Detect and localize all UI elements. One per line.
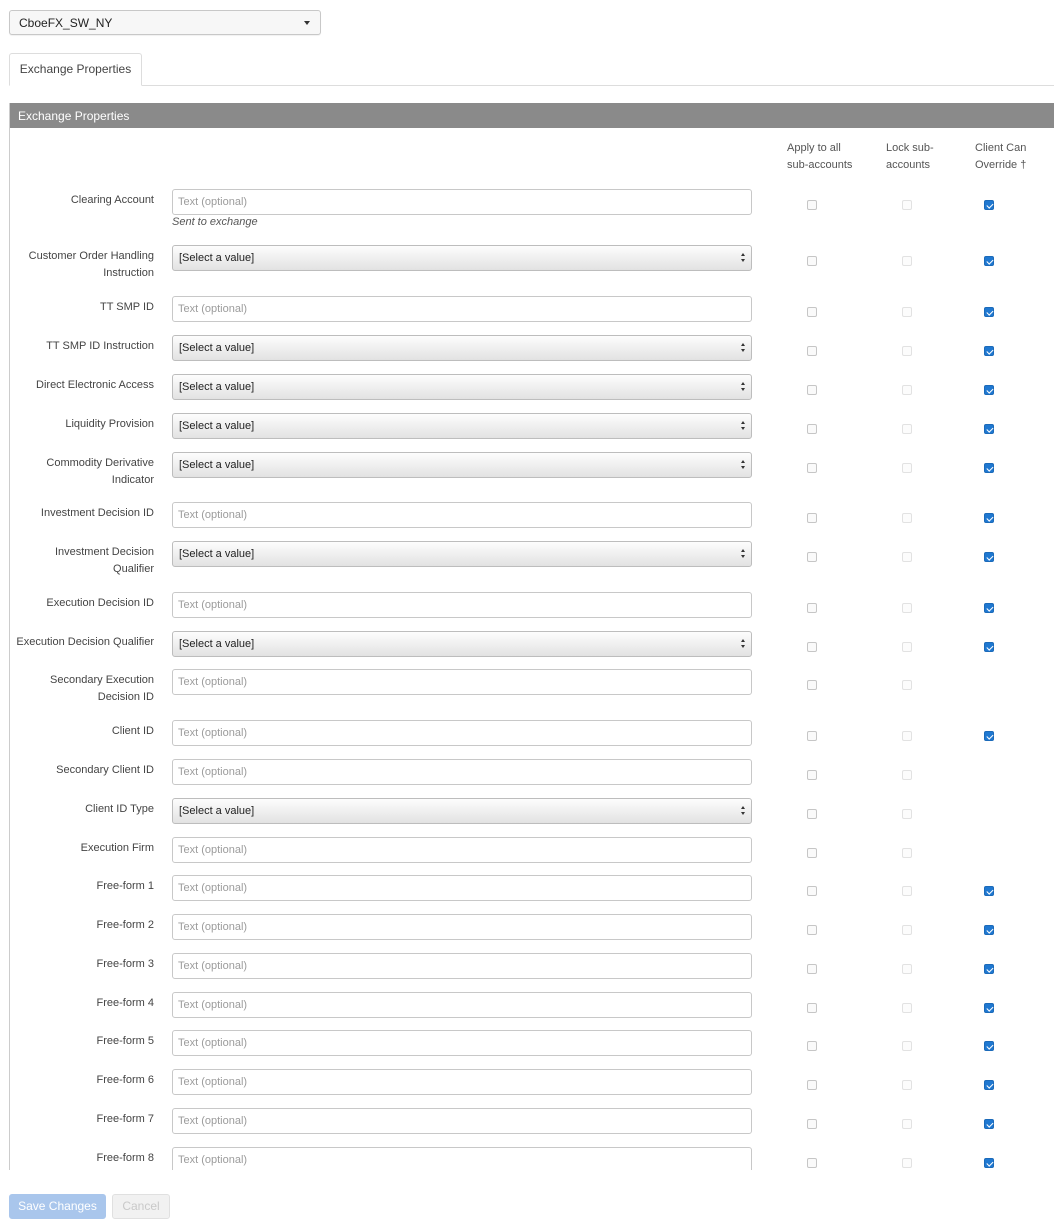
field-label-line: Free-form 5 bbox=[96, 1035, 154, 1047]
lock-sub-checkbox[interactable] bbox=[902, 809, 912, 819]
chevron-up-icon bbox=[741, 639, 745, 642]
field-label-line: Liquidity Provision bbox=[65, 418, 154, 430]
column-header-line: Lock sub- bbox=[886, 142, 934, 154]
lock-sub-checkbox[interactable] bbox=[902, 424, 912, 434]
exchange-selector-value: CboeFX_SW_NY bbox=[19, 16, 113, 30]
lock-sub-checkbox[interactable] bbox=[902, 603, 912, 613]
lock-sub-checkbox[interactable] bbox=[902, 964, 912, 974]
apply-all-checkbox[interactable] bbox=[807, 886, 817, 896]
field-label-line: Free-form 6 bbox=[96, 1074, 154, 1086]
select-arrows-icon bbox=[741, 805, 746, 817]
select-client-id-type[interactable] bbox=[172, 798, 752, 824]
select-arrows-icon bbox=[741, 638, 746, 650]
field-label-line: Secondary Execution bbox=[50, 674, 154, 686]
field-label-free-form-8 bbox=[9, 1150, 154, 1167]
client-override-checkbox[interactable] bbox=[984, 886, 994, 896]
column-header-line: Apply to all bbox=[787, 142, 841, 154]
chevron-down-icon bbox=[741, 555, 745, 558]
lock-sub-checkbox[interactable] bbox=[902, 513, 912, 523]
chevron-up-icon bbox=[741, 549, 745, 552]
field-label-free-form-4 bbox=[9, 995, 154, 1012]
field-label-line: Free-form 3 bbox=[96, 958, 154, 970]
field-label-line: Customer Order Handling bbox=[28, 250, 154, 262]
field-label-line: Instruction bbox=[103, 267, 154, 279]
input-free-form-5[interactable] bbox=[172, 1030, 752, 1056]
chevron-up-icon bbox=[741, 460, 745, 463]
column-header-line: accounts bbox=[886, 159, 931, 171]
field-label-line: Free-form 4 bbox=[96, 997, 154, 1009]
field-label-line: Client ID Type bbox=[85, 803, 154, 815]
field-label-line: Indicator bbox=[111, 474, 154, 486]
apply-all-checkbox[interactable] bbox=[807, 731, 817, 741]
exchange-properties-panel bbox=[9, 103, 1054, 1170]
field-label-liquidity-provision bbox=[9, 416, 154, 433]
panel-header: Exchange Properties bbox=[10, 103, 1054, 128]
caret-down-icon bbox=[304, 21, 310, 25]
apply-all-checkbox[interactable] bbox=[807, 770, 817, 780]
lock-sub-checkbox[interactable] bbox=[902, 680, 912, 690]
lock-sub-checkbox[interactable] bbox=[902, 731, 912, 741]
select-value: [Select a value] bbox=[179, 342, 255, 354]
field-label-line: Commodity Derivative bbox=[46, 457, 154, 469]
cancel-button[interactable]: Cancel bbox=[112, 1194, 170, 1219]
input-free-form-6[interactable] bbox=[172, 1069, 752, 1095]
field-label-tt-smp-id bbox=[9, 299, 154, 316]
client-override-checkbox[interactable] bbox=[984, 552, 994, 562]
field-label-execution-decision-qualifier bbox=[9, 634, 154, 651]
field-label-line: Clearing Account bbox=[70, 194, 154, 206]
apply-all-checkbox[interactable] bbox=[807, 680, 817, 690]
lock-sub-checkbox[interactable] bbox=[902, 256, 912, 266]
field-label-secondary-execution-decision-id bbox=[9, 672, 154, 706]
field-label-line: Qualifier bbox=[113, 563, 154, 575]
field-label-line: Execution Decision Qualifier bbox=[16, 636, 154, 648]
lock-sub-checkbox[interactable] bbox=[902, 552, 912, 562]
client-override-checkbox[interactable] bbox=[984, 385, 994, 395]
chevron-down-icon bbox=[741, 259, 745, 262]
field-label-execution-firm bbox=[9, 840, 154, 857]
field-label-line: TT SMP ID bbox=[100, 301, 154, 313]
client-override-checkbox[interactable] bbox=[984, 964, 994, 974]
select-value: [Select a value] bbox=[179, 420, 255, 432]
client-override-checkbox[interactable] bbox=[984, 346, 994, 356]
apply-all-checkbox[interactable] bbox=[807, 1003, 817, 1013]
field-label-line: Free-form 7 bbox=[96, 1113, 154, 1125]
lock-sub-checkbox[interactable] bbox=[902, 1080, 912, 1090]
field-label-line: Free-form 8 bbox=[96, 1152, 154, 1164]
select-value: [Select a value] bbox=[179, 381, 255, 393]
apply-all-checkbox[interactable] bbox=[807, 1158, 817, 1168]
chevron-up-icon bbox=[741, 806, 745, 809]
field-label-line: Secondary Client ID bbox=[56, 764, 154, 776]
select-value: [Select a value] bbox=[179, 548, 255, 560]
field-label-line: Free-form 1 bbox=[96, 880, 154, 892]
client-override-checkbox[interactable] bbox=[984, 642, 994, 652]
client-override-checkbox[interactable] bbox=[984, 925, 994, 935]
lock-sub-checkbox[interactable] bbox=[902, 925, 912, 935]
chevron-down-icon bbox=[741, 349, 745, 352]
lock-sub-checkbox[interactable] bbox=[902, 770, 912, 780]
field-label-direct-electronic-access bbox=[9, 377, 154, 394]
client-override-checkbox[interactable] bbox=[984, 1003, 994, 1013]
column-header-lock-sub bbox=[886, 140, 934, 174]
lock-sub-checkbox[interactable] bbox=[902, 200, 912, 210]
apply-all-checkbox[interactable] bbox=[807, 964, 817, 974]
input-tt-smp-id[interactable] bbox=[172, 296, 752, 322]
field-label-line: Execution Firm bbox=[80, 842, 154, 854]
field-label-line: Direct Electronic Access bbox=[36, 379, 154, 391]
field-label-line: Execution Decision ID bbox=[46, 597, 154, 609]
client-override-checkbox[interactable] bbox=[984, 1158, 994, 1168]
lock-sub-checkbox[interactable] bbox=[902, 1119, 912, 1129]
client-override-checkbox[interactable] bbox=[984, 463, 994, 473]
apply-all-checkbox[interactable] bbox=[807, 346, 817, 356]
chevron-down-icon bbox=[741, 427, 745, 430]
select-arrows-icon bbox=[741, 252, 746, 264]
column-header-line: sub-accounts bbox=[787, 159, 853, 171]
input-secondary-execution-decision-id[interactable] bbox=[172, 669, 752, 695]
lock-sub-checkbox[interactable] bbox=[902, 463, 912, 473]
field-label-free-form-1 bbox=[9, 878, 154, 895]
client-override-checkbox[interactable] bbox=[984, 424, 994, 434]
input-client-id[interactable] bbox=[172, 720, 752, 746]
field-label-tt-smp-id-instruction bbox=[9, 338, 154, 355]
input-free-form-2[interactable] bbox=[172, 914, 752, 940]
field-label-customer-order-handling-instruction bbox=[9, 248, 154, 282]
field-label-line: Decision ID bbox=[97, 691, 154, 703]
field-label-free-form-3 bbox=[9, 956, 154, 973]
column-header-line: Override † bbox=[975, 159, 1027, 171]
input-free-form-3[interactable] bbox=[172, 953, 752, 979]
lock-sub-checkbox[interactable] bbox=[902, 886, 912, 896]
field-label-execution-decision-id bbox=[9, 595, 154, 612]
select-arrows-icon bbox=[741, 548, 746, 560]
apply-all-checkbox[interactable] bbox=[807, 463, 817, 473]
lock-sub-checkbox[interactable] bbox=[902, 848, 912, 858]
field-label-clearing-account bbox=[9, 192, 154, 209]
chevron-up-icon bbox=[741, 253, 745, 256]
client-override-checkbox[interactable] bbox=[984, 603, 994, 613]
select-value: [Select a value] bbox=[179, 459, 255, 471]
client-override-checkbox[interactable] bbox=[984, 307, 994, 317]
apply-all-checkbox[interactable] bbox=[807, 552, 817, 562]
apply-all-checkbox[interactable] bbox=[807, 809, 817, 819]
field-label-free-form-5 bbox=[9, 1033, 154, 1050]
input-free-form-1[interactable] bbox=[172, 875, 752, 901]
apply-all-checkbox[interactable] bbox=[807, 1041, 817, 1051]
chevron-up-icon bbox=[741, 421, 745, 424]
column-header-line: Client Can bbox=[975, 142, 1027, 154]
save-changes-button[interactable]: Save Changes bbox=[9, 1194, 106, 1219]
input-free-form-8[interactable] bbox=[172, 1147, 752, 1170]
field-label-line: Investment Decision ID bbox=[40, 507, 154, 519]
apply-all-checkbox[interactable] bbox=[807, 385, 817, 395]
lock-sub-checkbox[interactable] bbox=[902, 307, 912, 317]
field-label-investment-decision-id bbox=[9, 505, 154, 522]
column-header-client-override bbox=[975, 140, 1026, 174]
lock-sub-checkbox[interactable] bbox=[902, 1041, 912, 1051]
input-free-form-7[interactable] bbox=[172, 1108, 752, 1134]
field-label-free-form-7 bbox=[9, 1111, 154, 1128]
apply-all-checkbox[interactable] bbox=[807, 848, 817, 858]
input-free-form-4[interactable] bbox=[172, 992, 752, 1018]
select-value: [Select a value] bbox=[179, 805, 255, 817]
client-override-checkbox[interactable] bbox=[984, 513, 994, 523]
select-customer-order-handling-instruction[interactable] bbox=[172, 245, 752, 271]
chevron-up-icon bbox=[741, 382, 745, 385]
field-label-free-form-2 bbox=[9, 917, 154, 934]
lock-sub-checkbox[interactable] bbox=[902, 346, 912, 356]
client-override-checkbox[interactable] bbox=[984, 731, 994, 741]
select-value: [Select a value] bbox=[179, 252, 255, 264]
client-override-checkbox[interactable] bbox=[984, 200, 994, 210]
chevron-down-icon bbox=[741, 812, 745, 815]
lock-sub-checkbox[interactable] bbox=[902, 642, 912, 652]
field-label-secondary-client-id bbox=[9, 762, 154, 779]
apply-all-checkbox[interactable] bbox=[807, 642, 817, 652]
apply-all-checkbox[interactable] bbox=[807, 200, 817, 210]
apply-all-checkbox[interactable] bbox=[807, 1119, 817, 1129]
apply-all-checkbox[interactable] bbox=[807, 1080, 817, 1090]
apply-all-checkbox[interactable] bbox=[807, 513, 817, 523]
client-override-checkbox[interactable] bbox=[984, 1080, 994, 1090]
tab-divider bbox=[9, 85, 1054, 86]
apply-all-checkbox[interactable] bbox=[807, 256, 817, 266]
exchange-selector[interactable] bbox=[9, 10, 321, 35]
column-header-apply-all bbox=[787, 140, 852, 174]
select-liquidity-provision[interactable] bbox=[172, 413, 752, 439]
select-tt-smp-id-instruction[interactable] bbox=[172, 335, 752, 361]
input-clearing-account[interactable] bbox=[172, 189, 752, 215]
field-label-client-id-type bbox=[9, 801, 154, 818]
select-arrows-icon bbox=[741, 342, 746, 354]
input-execution-firm[interactable] bbox=[172, 837, 752, 863]
select-commodity-derivative-indicator[interactable] bbox=[172, 452, 752, 478]
apply-all-checkbox[interactable] bbox=[807, 307, 817, 317]
apply-all-checkbox[interactable] bbox=[807, 424, 817, 434]
client-override-checkbox[interactable] bbox=[984, 1119, 994, 1129]
chevron-down-icon bbox=[741, 645, 745, 648]
apply-all-checkbox[interactable] bbox=[807, 925, 817, 935]
select-arrows-icon bbox=[741, 420, 746, 432]
client-override-checkbox[interactable] bbox=[984, 1041, 994, 1051]
input-execution-decision-id[interactable] bbox=[172, 592, 752, 618]
field-label-client-id bbox=[9, 723, 154, 740]
select-direct-electronic-access[interactable] bbox=[172, 374, 752, 400]
lock-sub-checkbox[interactable] bbox=[902, 1158, 912, 1168]
field-label-line: Investment Decision bbox=[54, 546, 154, 558]
field-label-line: Free-form 2 bbox=[96, 919, 154, 931]
client-override-checkbox[interactable] bbox=[984, 256, 994, 266]
select-value: [Select a value] bbox=[179, 638, 255, 650]
lock-sub-checkbox[interactable] bbox=[902, 385, 912, 395]
field-label-line: TT SMP ID Instruction bbox=[46, 340, 154, 352]
select-arrows-icon bbox=[741, 381, 746, 393]
field-label-investment-decision-qualifier bbox=[9, 544, 154, 578]
input-investment-decision-id[interactable] bbox=[172, 502, 752, 528]
tab-exchange-properties[interactable]: Exchange Properties bbox=[9, 53, 142, 86]
select-execution-decision-qualifier[interactable] bbox=[172, 631, 752, 657]
chevron-down-icon bbox=[741, 466, 745, 469]
apply-all-checkbox[interactable] bbox=[807, 603, 817, 613]
select-investment-decision-qualifier[interactable] bbox=[172, 541, 752, 567]
field-label-line: Client ID bbox=[111, 725, 154, 737]
chevron-up-icon bbox=[741, 343, 745, 346]
chevron-down-icon bbox=[741, 388, 745, 391]
select-arrows-icon bbox=[741, 459, 746, 471]
clearing-account-hint: Sent to exchange bbox=[172, 216, 258, 228]
field-label-commodity-derivative-indicator bbox=[9, 455, 154, 489]
lock-sub-checkbox[interactable] bbox=[902, 1003, 912, 1013]
field-label-free-form-6 bbox=[9, 1072, 154, 1089]
input-secondary-client-id[interactable] bbox=[172, 759, 752, 785]
